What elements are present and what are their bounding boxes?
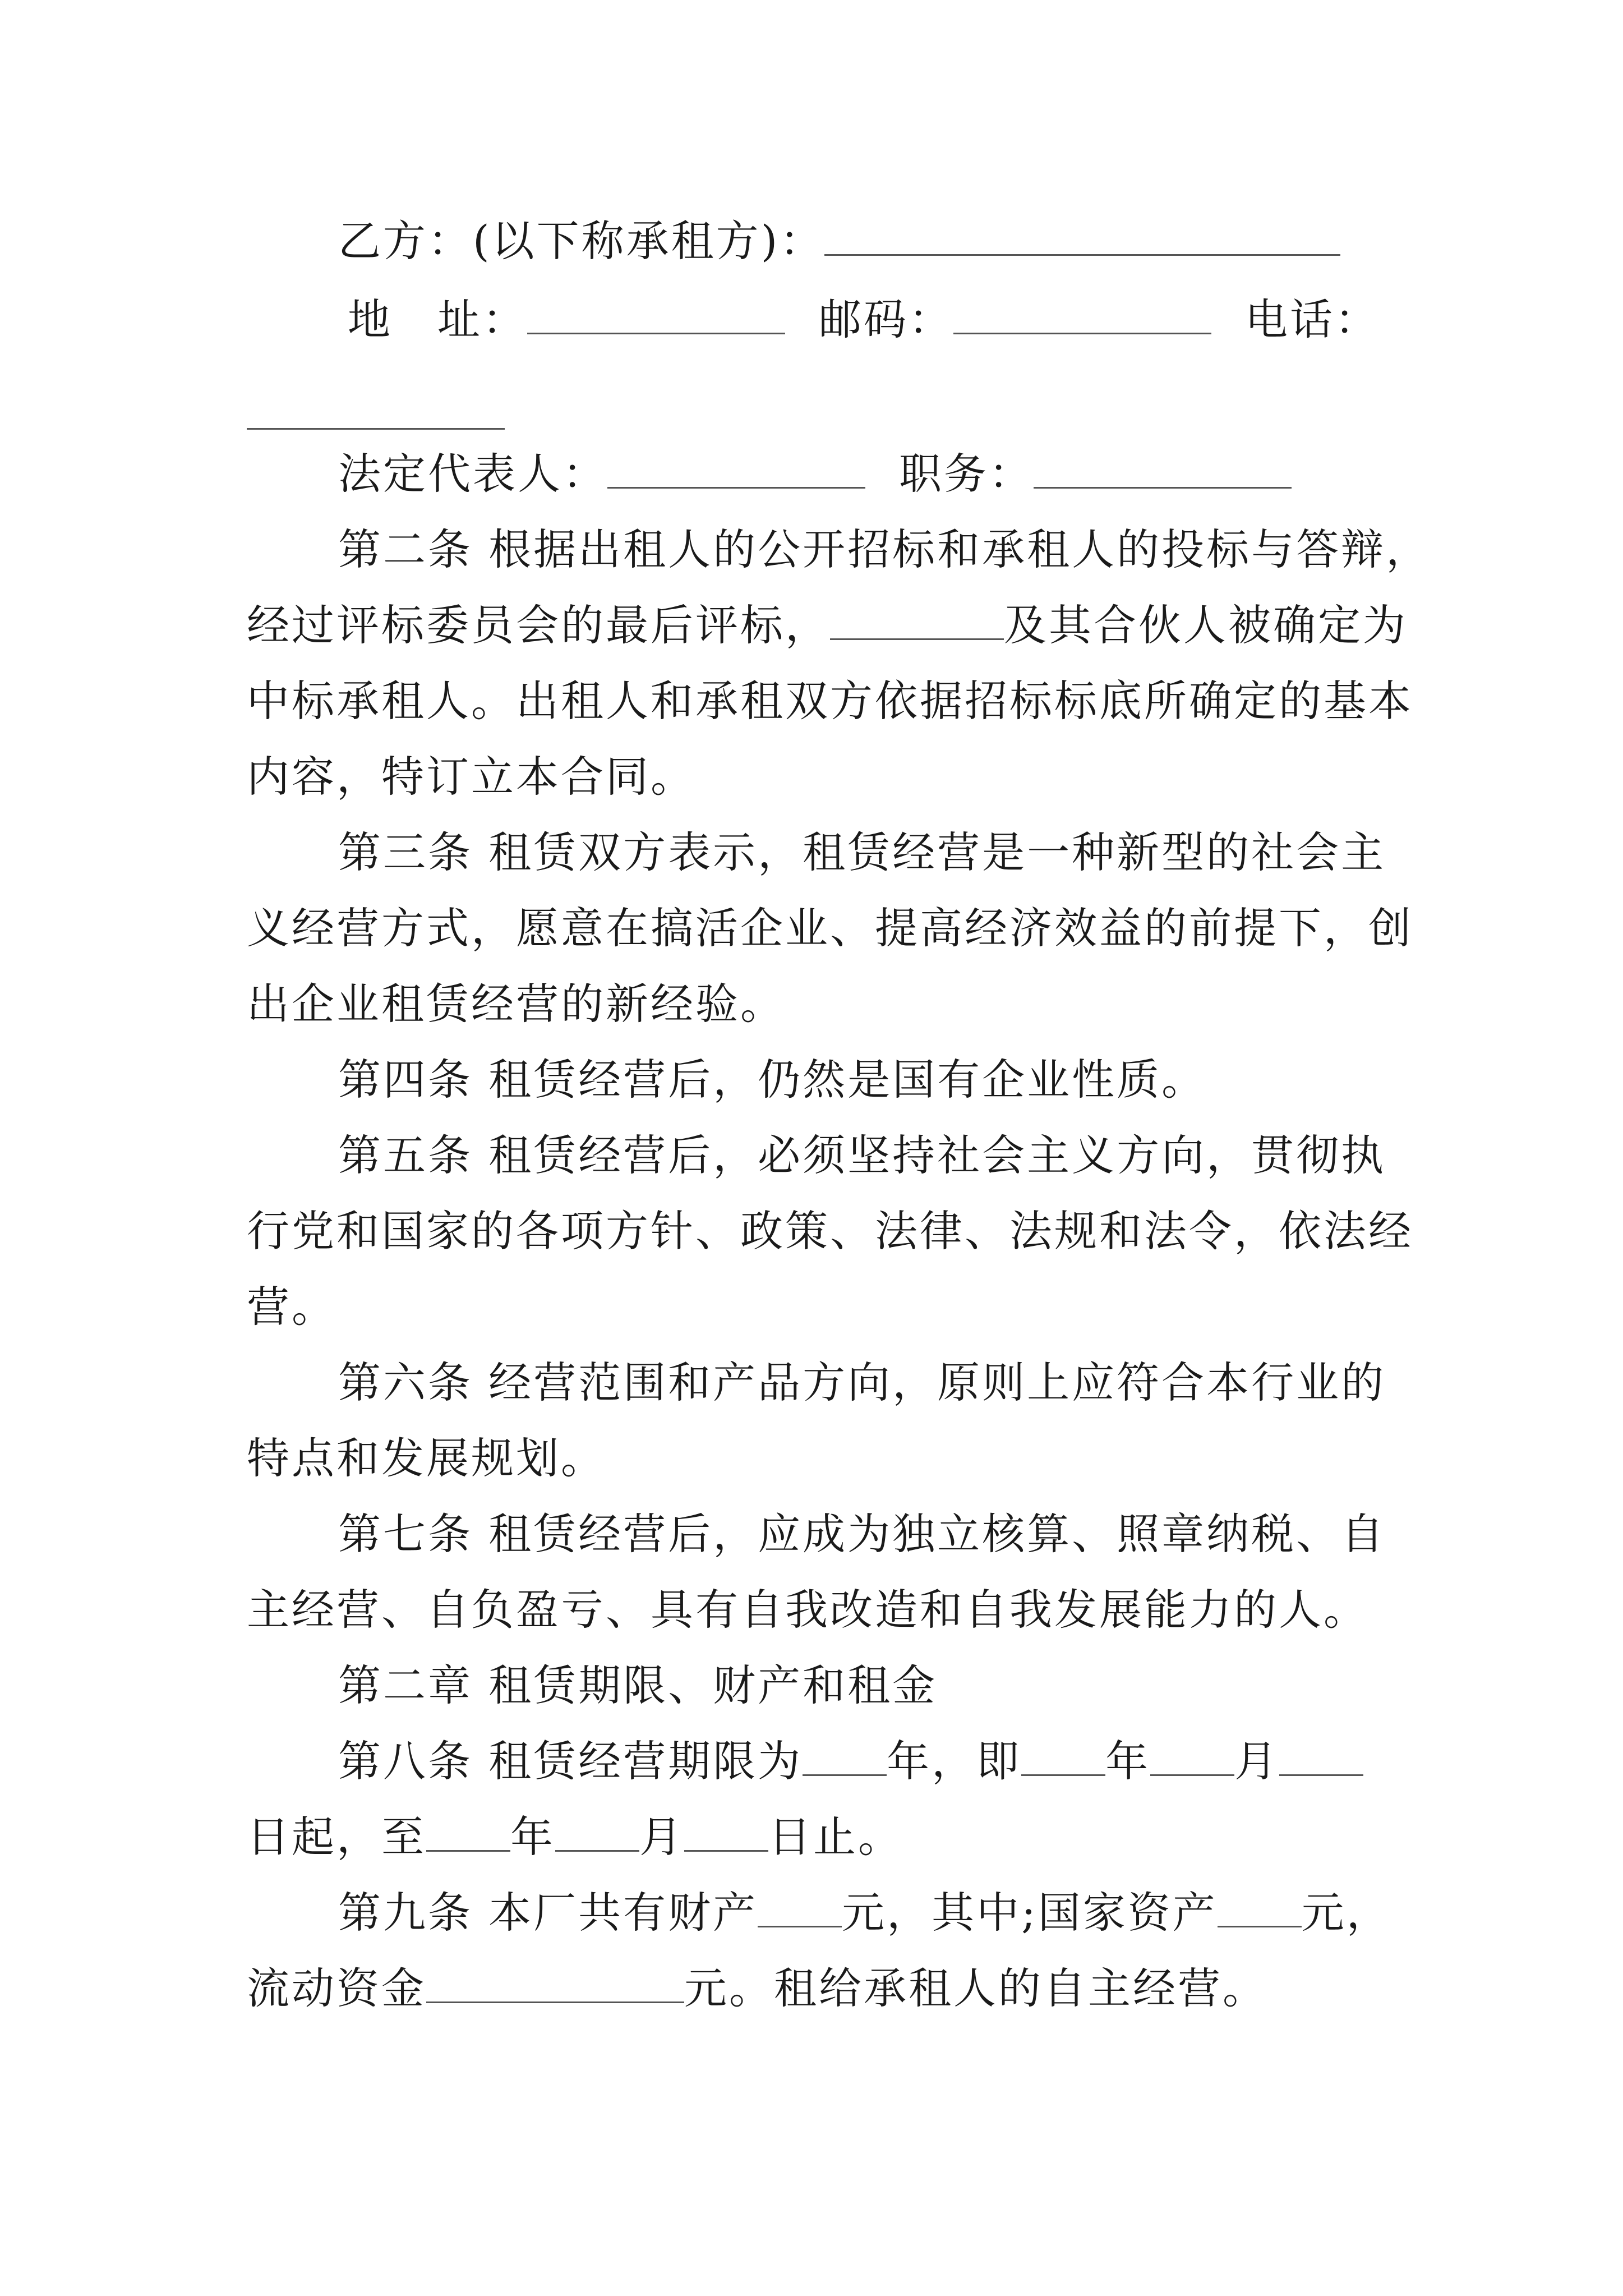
article-9-line-1	[338, 1885, 1623, 1941]
article-2-text-b: 及其合伙人被确定为	[1004, 600, 1408, 650]
article-8-blank-end-day	[684, 1811, 768, 1852]
position-blank	[1034, 448, 1292, 489]
article-2-line-4: 内容，特订立本合同。	[247, 752, 695, 802]
article-8-blank-start-month	[1150, 1735, 1234, 1776]
legal-rep-label: 法定代表人：	[338, 449, 607, 499]
article-9-text-e: 元。租给承租人的自主经营。	[684, 1963, 1267, 2013]
article-9-blank-working-capital	[426, 1962, 684, 2003]
article-9-text-b: 元，其中;国家资产	[842, 1888, 1218, 1938]
article-9-text-d: 流动资金	[247, 1963, 426, 2013]
article-7-line-1: 第七条 租赁经营后，应成为独立核算、照章纳税、自	[338, 1509, 1386, 1559]
article-2-line-2	[247, 597, 1623, 654]
article-8-blank-start-year	[1021, 1735, 1105, 1776]
article-8-text-g: 月	[639, 1812, 684, 1862]
article-6-line-2: 特点和发展规划。	[247, 1433, 606, 1483]
phone-blank	[247, 389, 505, 430]
article-5-line-3: 营。	[247, 1282, 336, 1332]
party-b-label: 乙方：(以下称承租方)：	[338, 216, 825, 266]
article-8-text-a: 第八条 租赁经营期限为	[338, 1736, 803, 1786]
address-line	[348, 292, 1623, 348]
party-b-blank	[824, 215, 1340, 256]
article-8-blank-start-day	[1279, 1735, 1363, 1776]
phone-label: 电话：	[1245, 295, 1380, 344]
article-8-line-1	[338, 1733, 1623, 1789]
article-3-line-1: 第三条 租赁双方表示，租赁经营是一种新型的社会主	[338, 827, 1386, 877]
article-3-line-3: 出企业租赁经营的新经验。	[247, 979, 785, 1029]
postcode-blank	[953, 293, 1211, 334]
article-8-text-f: 年	[510, 1812, 555, 1862]
position-label: 职务：	[899, 449, 1034, 499]
party-b-line	[338, 213, 1623, 269]
article-9-text-a: 第九条 本厂共有财产	[338, 1888, 758, 1938]
article-8-text-b: 年，即	[887, 1736, 1022, 1786]
address-blank	[527, 293, 785, 334]
phone-blank-line	[247, 387, 1623, 443]
article-8-text-h: 日止。	[768, 1812, 903, 1862]
legal-rep-blank	[607, 448, 865, 489]
article-9-line-2	[247, 1961, 1623, 2017]
article-9-text-c: 元，	[1301, 1888, 1391, 1938]
article-2-line-3: 中标承租人。出租人和承租双方依据招标标底所确定的基本	[247, 676, 1413, 726]
article-8-text-d: 月	[1234, 1736, 1280, 1786]
article-8-blank-end-year	[426, 1811, 510, 1852]
article-8-text-e: 日起，至	[247, 1812, 426, 1862]
article-2-blank	[830, 599, 1004, 640]
article-2-text-a: 经过评标委员会的最后评标，	[247, 600, 830, 650]
article-4: 第四条 租赁经营后，仍然是国有企业性质。	[338, 1055, 1207, 1105]
article-8-blank-years	[803, 1735, 887, 1776]
postcode-label: 邮码：	[819, 295, 953, 344]
article-8-text-c: 年	[1105, 1736, 1151, 1786]
legal-rep-line	[338, 446, 1623, 502]
address-label: 地 址：	[348, 295, 527, 344]
article-5-line-1: 第五条 租赁经营后，必须坚持社会主义方向，贯彻执	[338, 1130, 1386, 1180]
article-8-blank-end-month	[555, 1811, 639, 1852]
chapter-2-heading: 第二章 租赁期限、财产和租金	[338, 1660, 938, 1710]
article-8-line-2	[247, 1809, 1623, 1865]
article-9-blank-total	[758, 1887, 842, 1927]
article-5-line-2: 行党和国家的各项方针、政策、法律、法规和法令，依法经	[247, 1206, 1413, 1256]
article-6-line-1: 第六条 经营范围和产品方向，原则上应符合本行业的	[338, 1358, 1386, 1407]
article-2-line-1: 第二条 根据出租人的公开招标和承租人的投标与答辩，	[338, 524, 1431, 574]
article-7-line-2: 主经营、自负盈亏、具有自我改造和自我发展能力的人。	[247, 1585, 1368, 1635]
article-3-line-2: 义经营方式，愿意在搞活企业、提高经济效益的前提下，创	[247, 903, 1413, 953]
article-9-blank-state	[1218, 1887, 1302, 1927]
